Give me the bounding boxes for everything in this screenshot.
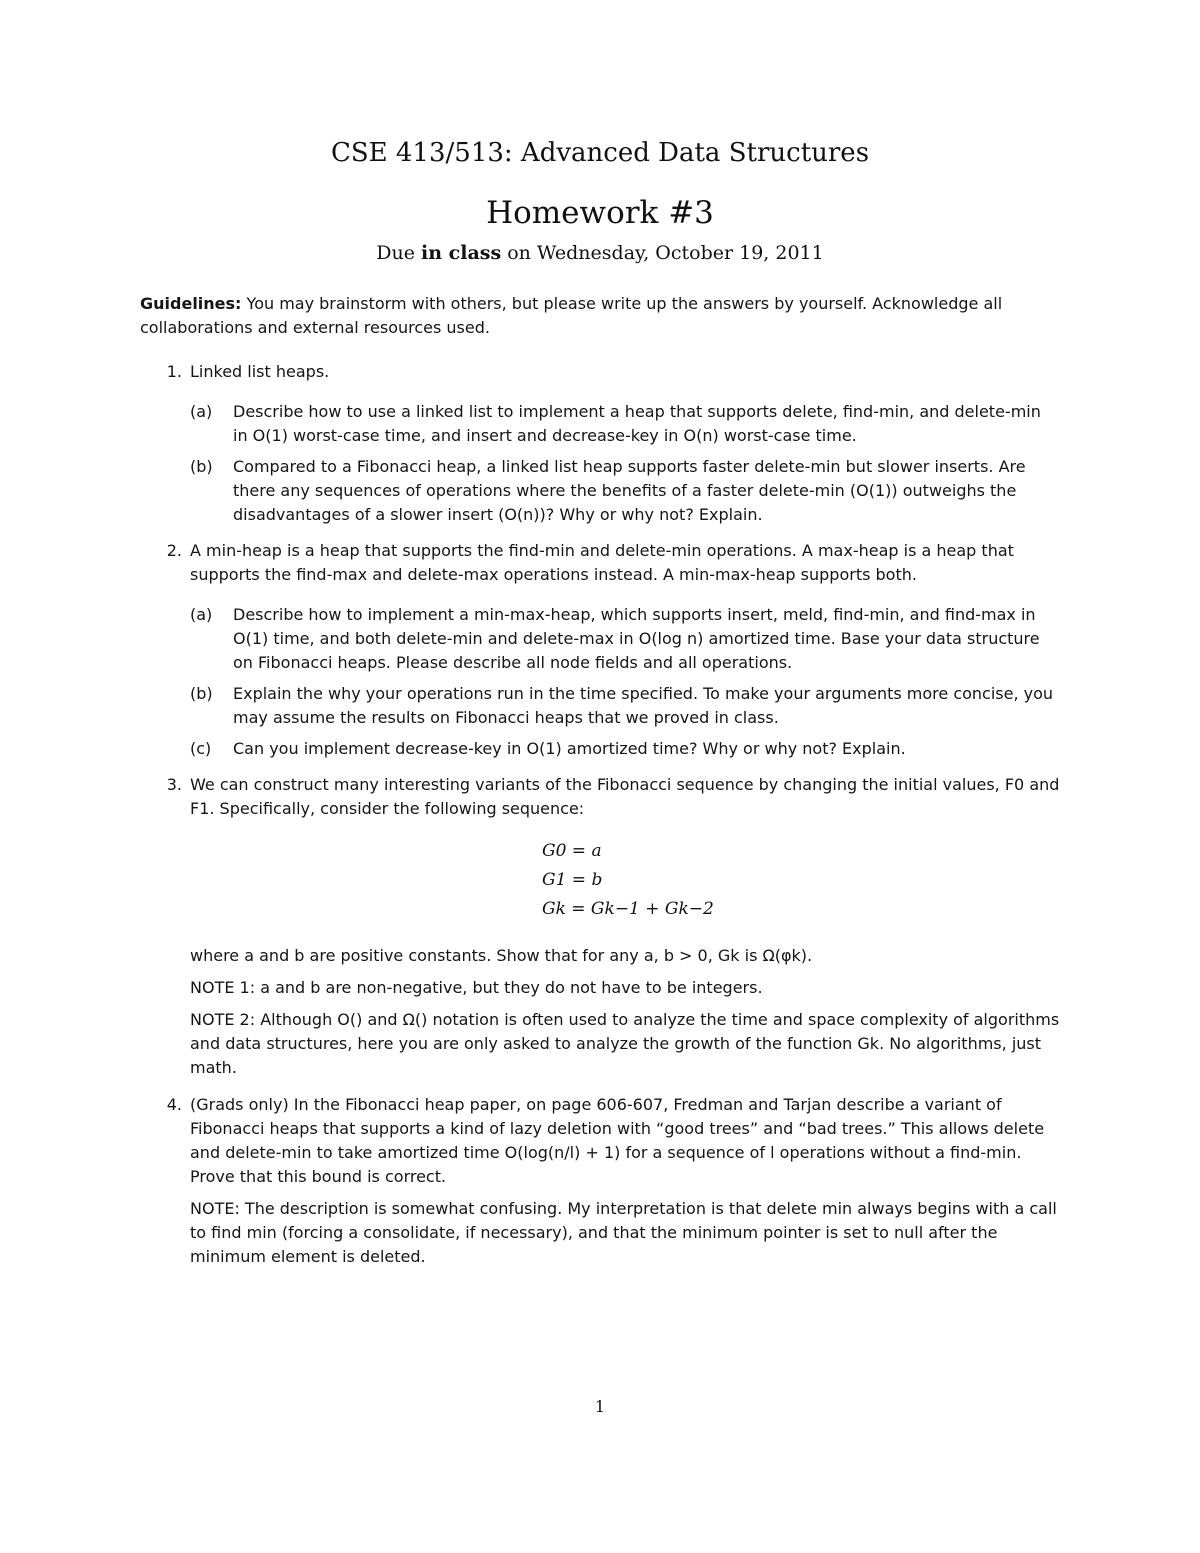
- question-3-continuation: [190, 944, 1060, 1080]
- question-number: 4.: [166, 1095, 182, 1114]
- equation-g0: G0 = a: [542, 841, 602, 861]
- subquestion-number: (b): [190, 684, 213, 703]
- subquestion-number: (a): [190, 402, 213, 421]
- guidelines-text: You may brainstorm with others, but please write up the answers by yourself. Acknowledge all collaborations and external resources used.: [140, 294, 1003, 337]
- subquestion-2a: [190, 603, 1060, 675]
- equation-g1: G1 = b: [542, 870, 603, 890]
- note-1: NOTE 1: a and b are non-negative, but they do not have to be integers.: [190, 978, 763, 997]
- note-2: NOTE 2: Although O() and Ω() notation is often used to analyze the time and space complexity of algorithms and data structures, here you are only asked to analyze the growth of the function Gk. No algorithms, just math.: [190, 1010, 1060, 1077]
- subquestion-number: (c): [190, 739, 212, 758]
- subquestion-1a: [190, 400, 1060, 448]
- question-text: A min-heap is a heap that supports the find-min and delete-min operations. A max-heap is a heap that supports the find-max and delete-max operations instead. A min-max-heap supports both.: [190, 541, 1014, 584]
- question-2: [162, 539, 1060, 761]
- note: NOTE: The description is somewhat confusing. My interpretation is that delete min always begins with a call to find min (forcing a consolidate, if necessary), and that the minimum pointer is set to null after the minimum element is deleted.: [190, 1199, 1057, 1266]
- due-date: [0, 242, 1200, 264]
- homework-title: Homework #3: [486, 195, 714, 231]
- guidelines: [140, 292, 1060, 340]
- course-title: CSE 413/513: Advanced Data Structures: [330, 138, 870, 168]
- question-number: 3.: [166, 775, 182, 794]
- question-1: [162, 360, 1060, 527]
- subquestion-text: Can you implement decrease-key in O(1) amortized time? Why or why not? Explain.: [233, 739, 906, 758]
- question-text: (Grads only) In the Fibonacci heap paper, on page 606-607, Fredman and Tarjan describe a variant of Fibonacci heaps that supports a kind of lazy deletion with “good trees” and “bad trees.” This allows delete and delete-min to take amortized time O(log(n/l) + 1) for a sequence of l operations without a find-min. Prove that this bound is correct.: [190, 1095, 1045, 1186]
- due-prefix: Due: [376, 242, 422, 264]
- subquestion-2b: [190, 682, 1060, 730]
- subquestion-text: Compared to a Fibonacci heap, a linked list heap supports faster delete-min but slower inserts. Are there any sequences of operations where the benefits of a faster delete-min (O(1)) outweighs the disadvantages of a slower insert (O(n))? Why or why not? Explain.: [233, 457, 1026, 524]
- page-number: 1: [594, 1397, 606, 1416]
- subquestion-number: (a): [190, 605, 213, 624]
- question-number: 1.: [166, 362, 182, 381]
- guidelines-label: Guidelines:: [140, 294, 242, 313]
- due-bold: in class: [421, 242, 502, 264]
- subquestion-1b: [190, 455, 1060, 527]
- question-4: [162, 1093, 1060, 1269]
- subquestion-2c: [190, 737, 1060, 761]
- subquestion-text: Explain the why your operations run in the time specified. To make your arguments more concise, you may assume the results on Fibonacci heaps that we proved in class.: [233, 684, 1054, 727]
- question-3-after: where a and b are positive constants. Show that for any a, b > 0, Gk is Ω(φk).: [190, 946, 813, 965]
- question-text: We can construct many interesting variants of the Fibonacci sequence by changing the initial values, F0 and F1. Specifically, consider the following sequence:: [190, 775, 1060, 818]
- due-suffix: on Wednesday, October 19, 2011: [501, 242, 824, 264]
- question-number: 2.: [166, 541, 182, 560]
- equation-gk: Gk = Gk−1 + Gk−2: [542, 899, 714, 919]
- question-title: Linked list heaps.: [190, 362, 330, 381]
- subquestion-text: Describe how to implement a min-max-heap, which supports insert, meld, find-min, and find-max in O(1) time, and both delete-min and delete-max in O(log n) amortized time. Base your data structure on Fibonacci heaps. Please describe all node fields and all operations.: [233, 605, 1040, 672]
- question-3: [162, 773, 1060, 821]
- subquestion-number: (b): [190, 457, 213, 476]
- subquestion-text: Describe how to use a linked list to implement a heap that supports delete, find-min, and delete-min in O(1) worst-case time, and insert and decrease-key in O(n) worst-case time.: [233, 402, 1041, 445]
